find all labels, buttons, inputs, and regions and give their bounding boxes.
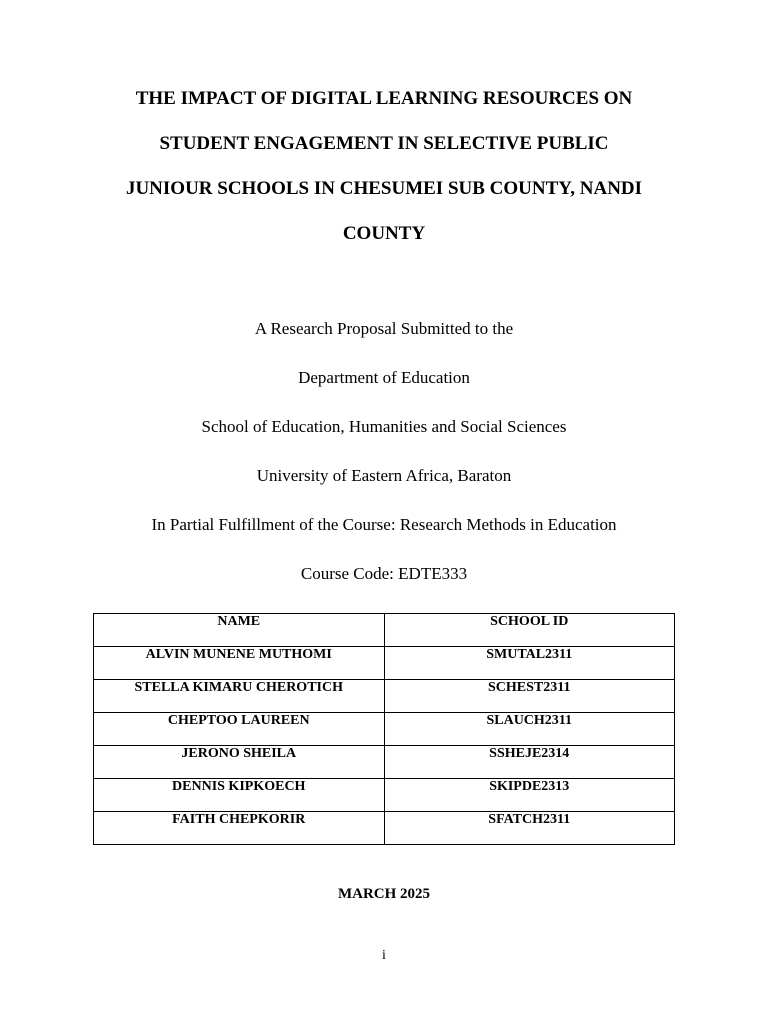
- member-school-id: SSHEJE2314: [384, 746, 675, 779]
- member-name: ALVIN MUNENE MUTHOMI: [94, 647, 385, 680]
- department-line: Department of Education: [298, 368, 470, 387]
- title-line-3: JUNIOUR SCHOOLS IN CHESUMEI SUB COUNTY, NANDI: [125, 178, 643, 199]
- table-row: [94, 812, 675, 845]
- table-row: [94, 647, 675, 680]
- table-row: [94, 713, 675, 746]
- member-name: JERONO SHEILA: [94, 746, 385, 779]
- member-name: CHEPTOO LAUREEN: [94, 713, 385, 746]
- submission-date: MARCH 2025: [337, 886, 431, 902]
- header-name: NAME: [94, 614, 385, 647]
- table-row: [94, 680, 675, 713]
- fulfillment-line: In Partial Fulfillment of the Course: Research Methods in Education: [151, 515, 617, 534]
- page-number: i: [382, 948, 386, 963]
- university-line: University of Eastern Africa, Baraton: [256, 466, 512, 485]
- course-code-line: Course Code: EDTE333: [300, 564, 468, 583]
- table-header-row: [94, 614, 675, 647]
- school-line: School of Education, Humanities and Social Sciences: [201, 417, 567, 436]
- member-name: DENNIS KIPKOECH: [94, 779, 385, 812]
- member-name: STELLA KIMARU CHEROTICH: [94, 680, 385, 713]
- member-school-id: SLAUCH2311: [384, 713, 675, 746]
- members-table: [93, 613, 675, 845]
- submission-line-1: A Research Proposal Submitted to the: [254, 319, 514, 338]
- title-line-1: THE IMPACT OF DIGITAL LEARNING RESOURCES ON: [135, 88, 633, 109]
- title-line-4: COUNTY: [342, 223, 426, 244]
- title-line-2: STUDENT ENGAGEMENT IN SELECTIVE PUBLIC: [159, 133, 609, 154]
- header-school-id: SCHOOL ID: [384, 614, 675, 647]
- member-school-id: SMUTAL2311: [384, 647, 675, 680]
- member-school-id: SCHEST2311: [384, 680, 675, 713]
- member-name: FAITH CHEPKORIR: [94, 812, 385, 845]
- member-school-id: SKIPDE2313: [384, 779, 675, 812]
- member-school-id: SFATCH2311: [384, 812, 675, 845]
- table-row: [94, 746, 675, 779]
- table-row: [94, 779, 675, 812]
